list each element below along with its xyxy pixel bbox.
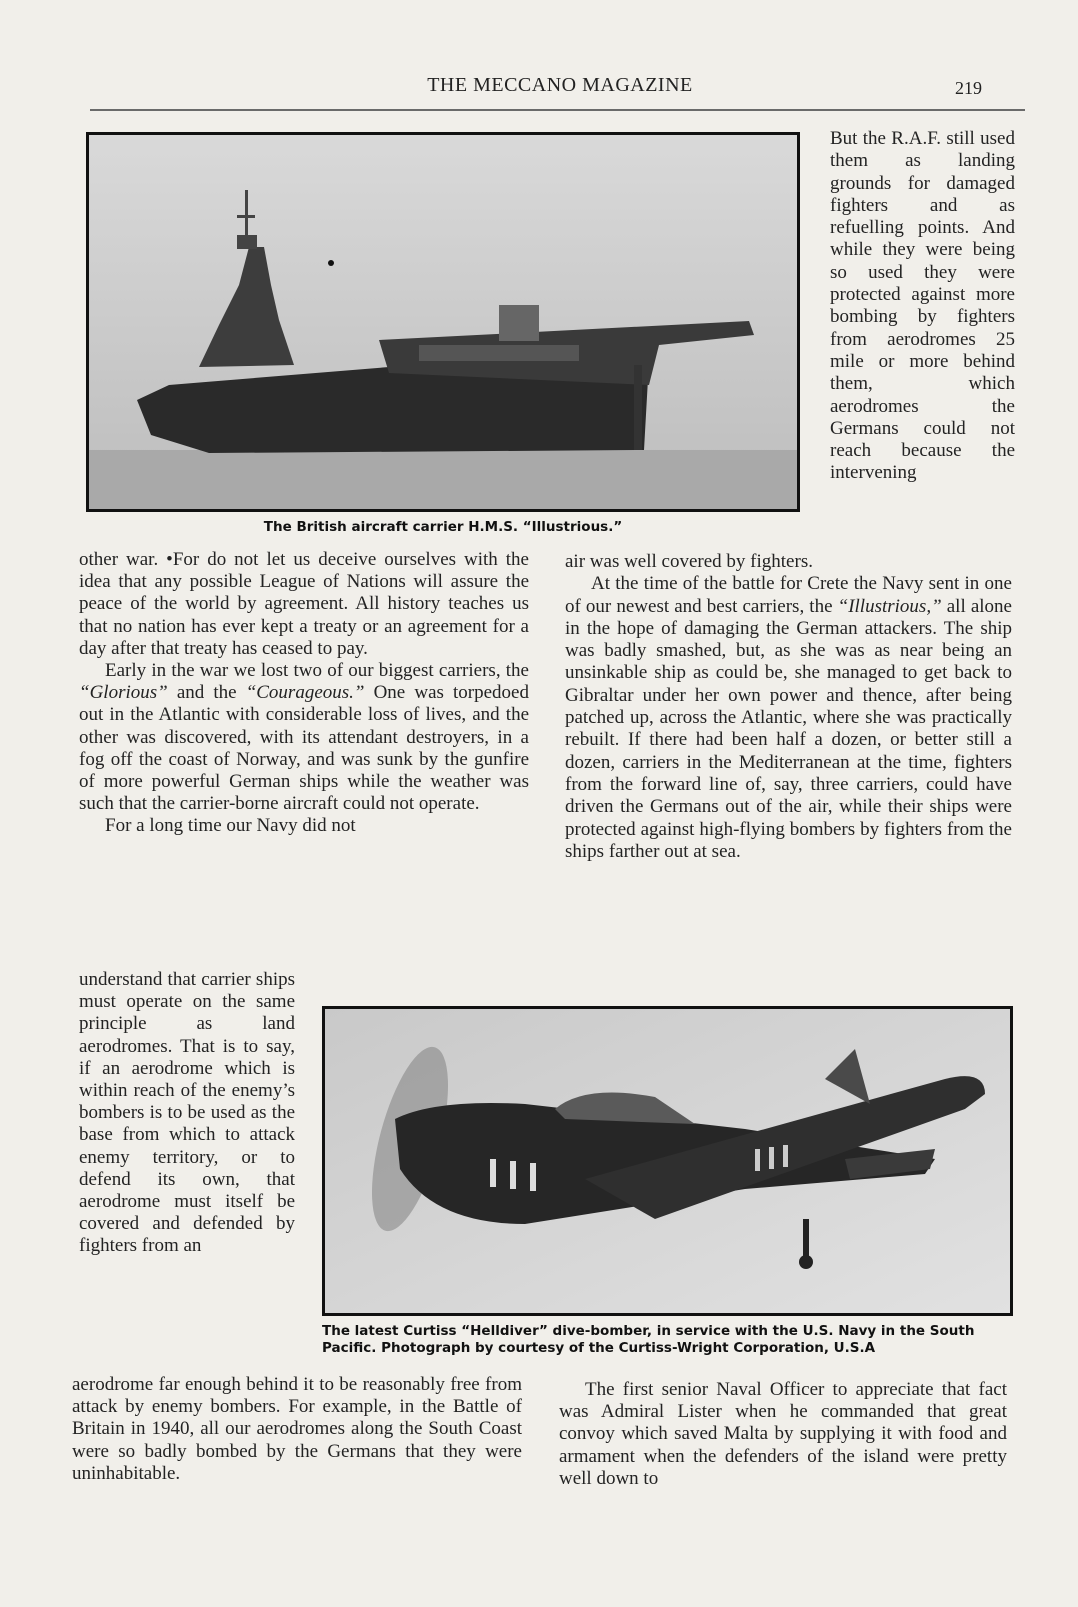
carrier-illustration [89, 135, 797, 509]
narrow-column [79, 969, 295, 1258]
ship-name-glorious: “Glorious” [79, 682, 168, 704]
crete-text-a: At the time of the battle for Crete the Navy sent in one of our newest and best carriers, the [565, 573, 1012, 617]
sidebar-column [830, 128, 1015, 485]
paragraph-battle-of-britain: aerodrome far enough behind it to be reasonably free from attack by enemy bombers. For example, in the Battle of Britain in 1940, all our aerodromes along the South Coast were so badly bombed by the Germans that they were uninhabitable. [72, 1374, 522, 1484]
paragraph-admiral-lister: The first senior Naval Officer to appreciate that fact was Admiral Lister when he commanded that great convoy which saved Malta by supplying it with food and armament when the defenders of the island were pretty well down to [559, 1379, 1007, 1489]
left-column-upper [79, 549, 529, 838]
helldiver-photo [322, 1006, 1013, 1316]
carrier-caption: The British aircraft carrier H.M.S. “Illustrious.” [263, 519, 623, 535]
carrier-photo [86, 132, 800, 512]
crete-text-b: all alone in the hope of damaging the German attackers. The ship was badly smashed, but, as she was as near being an unsinkable ship as could be, she managed to get back to Gibraltar under her own power and thence, after being patched up, across the Atlantic, where she was practically rebuilt. If there had been half a dozen, or better still a dozen, carriers in the Mediterranean at the time, fighters from the forward line of, say, three carriers, could have driven the Germans out of the air, while their ships were protected against high-flying bombers by fighters from the ships farther out at sea. [565, 595, 1012, 862]
paragraph-crete [565, 573, 1012, 863]
paragraph-treaty: other war. •For do not let us deceive ourselves with the idea that any possible League of Nations will assure the peace of the world by agreement. All history teaches us that no nation has ever kept a treaty or an agreement for a day after that treaty has ceased to pay. [79, 549, 529, 659]
ship-name-illustrious: “Illustrious,” [837, 595, 942, 617]
header-rule [90, 109, 1025, 111]
page-number: 219 [955, 78, 982, 98]
lost-carriers-text-a: Early in the war we lost two of our biggest carriers, the [105, 660, 529, 682]
helldiver-illustration [325, 1009, 1010, 1313]
paragraph-navy-start: For a long time our Navy did not [105, 815, 356, 837]
paragraph-fighters: air was well covered by fighters. [565, 551, 813, 572]
lost-carriers-text-b: and the [167, 682, 246, 704]
ship-name-courageous: “Courageous.” [245, 682, 365, 704]
paragraph-aerodromes: understand that carrier ships must operate on the same principle as land aerodromes. That is to say, if an aerodrome which is within reach of the enemy’s bombers is to be used as the base from which to attack enemy territory, or to defend its own, that aerodrome must itself be covered and defended by fighters from an [79, 969, 295, 1257]
helldiver-caption: The latest Curtiss “Helldiver” dive-bomber, in service with the U.S. Navy in the South Pacific. Photograph by courtesy of the Curtiss-Wright Corporation, U.S.A [322, 1323, 975, 1356]
right-column-upper [565, 551, 1012, 863]
left-column-lower [72, 1374, 522, 1485]
right-column-lower [559, 1379, 1007, 1490]
lost-carriers-text-c: One was torpedoed out in the Atlantic with considerable loss of lives, and the other was discovered, with its attendant destroyers, in a fog off the coast of Norway, and was sunk by the gunfire of more powerful German ships while the weather was such that the carrier-borne aircraft could not operate. [79, 682, 529, 815]
magazine-title: THE MECCANO MAGAZINE [427, 74, 693, 96]
paragraph-lost-carriers [79, 660, 529, 815]
sidebar-paragraph: But the R.A.F. still used them as landing grounds for damaged fighters and as refuelling points. And while they were being so used they were protected against more bombing by fighters from aerodromes 25 mile or more behind them, which aerodromes the Germans could not reach because the intervening [830, 128, 1015, 484]
